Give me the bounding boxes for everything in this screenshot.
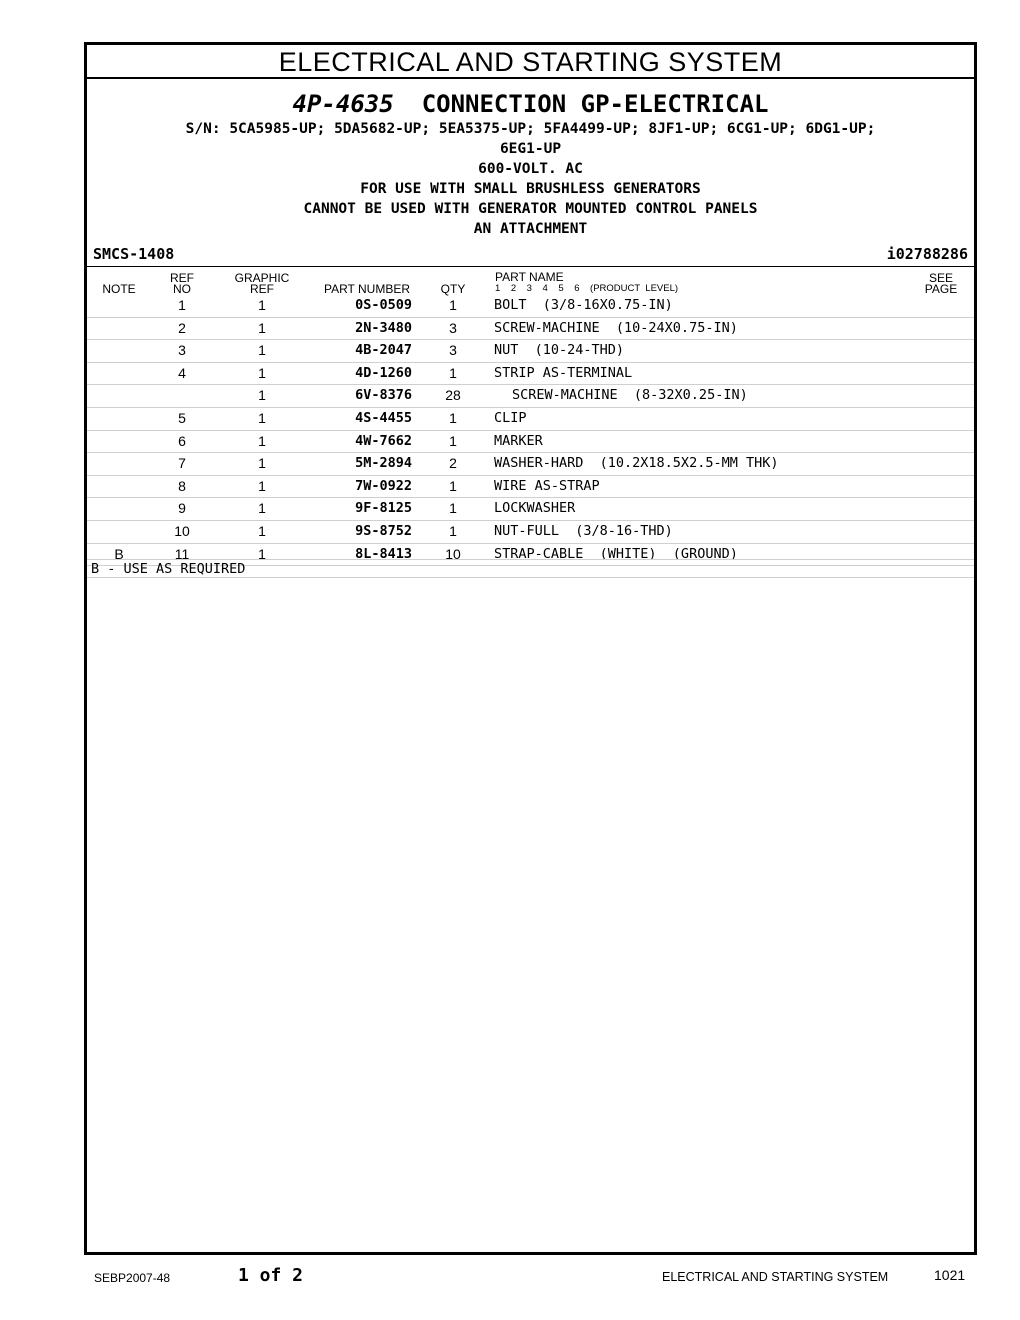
part-graphic-ref: 1 bbox=[258, 409, 266, 426]
part-graphic-ref: 1 bbox=[258, 387, 266, 404]
part-ref-no: 2 bbox=[178, 319, 186, 336]
parts-row bbox=[87, 385, 974, 408]
parts-row bbox=[87, 453, 974, 476]
part-number: 4W-7662 bbox=[355, 432, 412, 449]
part-ref-no: 10 bbox=[174, 522, 190, 539]
part-qty: 10 bbox=[445, 545, 461, 562]
parts-row bbox=[87, 363, 974, 386]
section-title: ELECTRICAL AND STARTING SYSTEM bbox=[87, 45, 974, 79]
parts-row bbox=[87, 295, 974, 318]
part-qty: 3 bbox=[449, 342, 457, 359]
part-number: 9S-8752 bbox=[355, 522, 412, 539]
part-name: WIRE AS-STRAP bbox=[494, 477, 600, 494]
part-name: NUT-FULL (3/8-16-THD) bbox=[494, 522, 673, 539]
group-note-voltage: 600-VOLT. AC bbox=[478, 161, 583, 177]
col-see-bottom: PAGE bbox=[924, 282, 958, 296]
col-part-number: PART NUMBER bbox=[323, 282, 410, 296]
part-name: MARKER bbox=[494, 432, 543, 449]
part-qty: 28 bbox=[445, 387, 461, 404]
part-qty: 1 bbox=[449, 432, 457, 449]
part-ref-no: 4 bbox=[178, 364, 186, 381]
part-graphic-ref: 1 bbox=[258, 522, 266, 539]
smcs-code: SMCS-1408 bbox=[93, 245, 175, 263]
col-ref-top: REF bbox=[170, 271, 194, 285]
part-number: 9F-8125 bbox=[355, 500, 412, 517]
parts-row bbox=[87, 476, 974, 499]
part-graphic-ref: 1 bbox=[258, 500, 266, 517]
part-name: CLIP bbox=[494, 409, 527, 426]
part-graphic-ref: 1 bbox=[258, 297, 266, 313]
parts-row bbox=[87, 431, 974, 454]
part-ref-no: 7 bbox=[178, 455, 186, 472]
part-number: 4S-4455 bbox=[355, 409, 412, 426]
part-name: NUT (10-24-THD) bbox=[494, 342, 625, 359]
col-see-top: SEE bbox=[928, 271, 953, 285]
serial-numbers-line-2: 6EG1-UP bbox=[499, 141, 562, 157]
group-part-number: 4P-4635 bbox=[292, 90, 394, 118]
part-ref-no: 6 bbox=[178, 432, 186, 449]
footnote: B - USE AS REQUIRED bbox=[87, 559, 974, 578]
col-note: NOTE bbox=[102, 282, 136, 296]
col-ref-bottom: NO bbox=[173, 282, 191, 296]
part-name: SCREW-MACHINE (10-24X0.75-IN) bbox=[494, 319, 738, 336]
col-part-name: PART NAME bbox=[495, 270, 564, 284]
part-name: SCREW-MACHINE (8-32X0.25-IN) bbox=[512, 387, 748, 404]
document-id: i02788286 bbox=[886, 245, 968, 263]
part-qty: 1 bbox=[449, 477, 457, 494]
parts-row bbox=[87, 521, 974, 544]
part-qty: 1 bbox=[449, 364, 457, 381]
part-number: 7W-0922 bbox=[355, 477, 412, 494]
part-number: 8L-8413 bbox=[355, 545, 412, 562]
part-qty: 1 bbox=[449, 522, 457, 539]
group-title bbox=[87, 89, 974, 119]
part-ref-no: 5 bbox=[178, 409, 186, 426]
part-graphic-ref: 1 bbox=[258, 477, 266, 494]
part-graphic-ref: 1 bbox=[258, 545, 266, 562]
parts-list bbox=[87, 295, 974, 566]
part-name: STRAP-CABLE (WHITE) (GROUND) bbox=[494, 545, 738, 562]
parts-row bbox=[87, 498, 974, 521]
parts-row bbox=[87, 340, 974, 363]
part-graphic-ref: 1 bbox=[258, 319, 266, 336]
part-qty: 1 bbox=[449, 500, 457, 517]
part-ref-no: 9 bbox=[178, 500, 186, 517]
serial-numbers-line-1: S/N: 5CA5985-UP; 5DA5682-UP; 5EA5375-UP; 5FA4499-UP; 8JF1-UP; 6CG1-UP; 6DG1-UP; bbox=[185, 121, 876, 137]
part-number: 4B-2047 bbox=[355, 342, 412, 359]
col-qty: QTY bbox=[440, 282, 466, 296]
part-name: STRIP AS-TERMINAL bbox=[494, 364, 633, 381]
part-ref-no: 3 bbox=[178, 342, 186, 359]
part-graphic-ref: 1 bbox=[258, 342, 266, 359]
part-graphic-ref: 1 bbox=[258, 432, 266, 449]
footer-page-number: 1021 bbox=[934, 1267, 966, 1283]
part-number: 2N-3480 bbox=[355, 319, 412, 336]
footer-publication: SEBP2007-48 bbox=[94, 1271, 171, 1285]
part-number: 6V-8376 bbox=[355, 387, 412, 404]
parts-row bbox=[87, 318, 974, 341]
group-note-usage: FOR USE WITH SMALL BRUSHLESS GENERATORS bbox=[360, 181, 701, 197]
header-divider bbox=[87, 266, 974, 267]
part-number: 4D-1260 bbox=[355, 364, 412, 381]
part-ref-no: 1 bbox=[178, 297, 186, 313]
part-name: BOLT (3/8-16X0.75-IN) bbox=[494, 297, 673, 313]
group-note-restriction: CANNOT BE USED WITH GENERATOR MOUNTED CONTROL PANELS bbox=[303, 201, 758, 217]
part-qty: 2 bbox=[449, 455, 457, 472]
part-qty: 1 bbox=[449, 409, 457, 426]
group-note-attachment: AN ATTACHMENT bbox=[473, 221, 588, 237]
part-graphic-ref: 1 bbox=[258, 455, 266, 472]
group-header bbox=[87, 89, 974, 239]
col-graphic-bottom: REF bbox=[250, 282, 274, 296]
parts-page-frame bbox=[84, 42, 977, 1255]
part-name: LOCKWASHER bbox=[494, 500, 576, 517]
part-ref-no: 8 bbox=[178, 477, 186, 494]
footer-page-of: 1 of 2 bbox=[238, 1265, 304, 1286]
part-name: WASHER-HARD (10.2X18.5X2.5-MM THK) bbox=[494, 455, 779, 472]
part-number: 0S-0509 bbox=[355, 297, 412, 313]
part-qty: 3 bbox=[449, 319, 457, 336]
part-ref-no: 11 bbox=[174, 545, 190, 562]
parts-row bbox=[87, 408, 974, 431]
part-number: 5M-2894 bbox=[355, 455, 412, 472]
footer-section: ELECTRICAL AND STARTING SYSTEM bbox=[662, 1270, 889, 1284]
group-name: CONNECTION GP-ELECTRICAL bbox=[421, 90, 769, 118]
col-product-level: 1 2 3 4 5 6 (PRODUCT LEVEL) bbox=[495, 283, 679, 294]
part-qty: 1 bbox=[449, 297, 457, 313]
col-graphic-top: GRAPHIC bbox=[234, 271, 290, 285]
part-graphic-ref: 1 bbox=[258, 364, 266, 381]
part-note: B bbox=[114, 545, 124, 562]
